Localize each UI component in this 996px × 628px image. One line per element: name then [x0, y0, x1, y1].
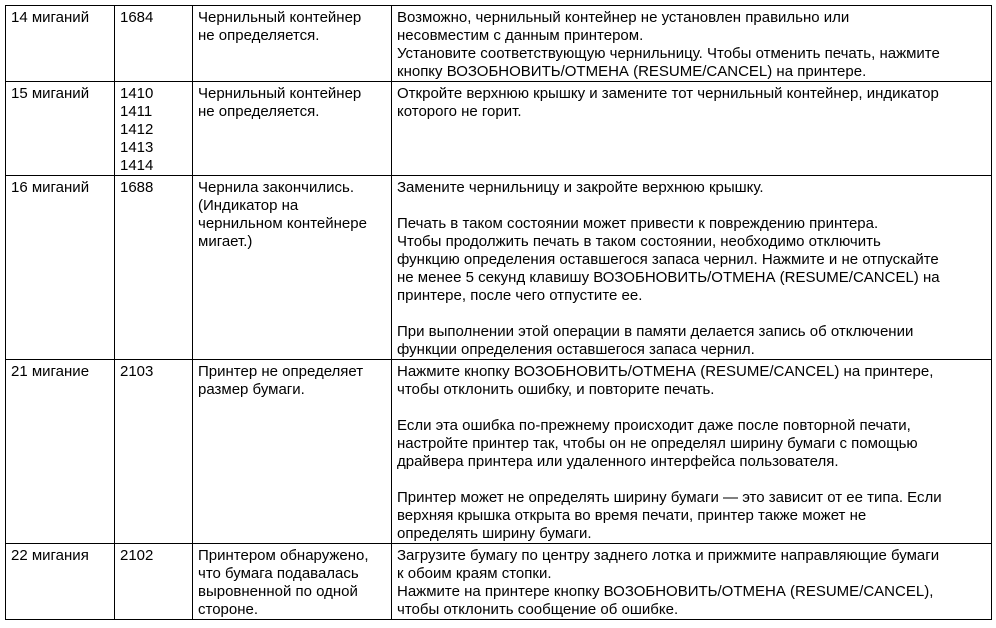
table-row	[6, 544, 992, 620]
action-text-line: к обоим краям стопки.	[397, 565, 552, 582]
action-text-line: которого не горит.	[397, 103, 522, 120]
support-code: 1411	[120, 103, 153, 120]
action-cell	[392, 6, 992, 82]
support-code: 1413	[120, 139, 154, 156]
support-code-cell	[115, 360, 193, 544]
action-text-line: чтобы отклонить ошибку, и повторите печать.	[397, 381, 715, 398]
action-text-line: верхняя крышка открыта во время печати, принтер также может не	[397, 507, 867, 524]
blink-count: 22 мигания	[11, 547, 89, 564]
cause-cell	[193, 176, 392, 360]
action-text-line: Нажмите кнопку ВОЗОБНОВИТЬ/ОТМЕНА (RESUME/CANCEL) на принтере,	[397, 363, 934, 380]
blink-count: 14 миганий	[11, 9, 90, 26]
action-text-line: Принтер может не определять ширину бумаги — это зависит от ее типа. Если	[397, 489, 942, 506]
paragraph-gap	[397, 399, 986, 417]
support-code-cell	[115, 6, 193, 82]
error-table-body	[6, 6, 992, 620]
action-text-line: драйвера принтера или удаленного интерфейса пользователя.	[397, 453, 839, 470]
action-cell	[392, 544, 992, 620]
action-cell	[392, 360, 992, 544]
cause-text-line: мигает.)	[198, 233, 253, 250]
paragraph-gap	[397, 197, 986, 215]
support-code: 2102	[120, 547, 154, 564]
support-code: 1414	[120, 157, 154, 174]
cause-text-line: Принтером обнаружено,	[198, 547, 369, 564]
blink-count: 16 миганий	[11, 179, 90, 196]
cause-text-line: выровненной по одной	[198, 583, 358, 600]
blink-count-cell	[6, 82, 115, 176]
cause-cell	[193, 82, 392, 176]
action-text-line: Если эта ошибка по-прежнему происходит даже после повторной печати,	[397, 417, 911, 434]
action-text-line: функции определения оставшегося запаса чернил.	[397, 341, 755, 358]
cause-text-line: не определяется.	[198, 27, 320, 44]
cause-text-line: что бумага подавалась	[198, 565, 359, 582]
support-code-cell	[115, 544, 193, 620]
blink-count-cell	[6, 544, 115, 620]
support-code: 1688	[120, 179, 154, 196]
action-text-line: Замените чернильницу и закройте верхнюю крышку.	[397, 179, 764, 196]
action-text-line: Печать в таком состоянии может привести к повреждению принтера.	[397, 215, 879, 232]
cause-text-line: Чернильный контейнер	[198, 85, 362, 102]
blink-count-cell	[6, 360, 115, 544]
action-text-line: несовместим с данным принтером.	[397, 27, 644, 44]
cause-text-line: чернильном контейнере	[198, 215, 367, 232]
support-code: 2103	[120, 363, 154, 380]
support-code: 1412	[120, 121, 154, 138]
support-code-cell	[115, 176, 193, 360]
error-table	[5, 5, 992, 620]
support-code-cell	[115, 82, 193, 176]
cause-text-line: Принтер не определяет	[198, 363, 364, 380]
action-text-line: кнопку ВОЗОБНОВИТЬ/ОТМЕНА (RESUME/CANCEL) на принтере.	[397, 63, 867, 80]
cause-text-line: Чернильный контейнер	[198, 9, 362, 26]
table-row	[6, 360, 992, 544]
action-text-line: Откройте верхнюю крышку и замените тот чернильный контейнер, индикатор	[397, 85, 939, 102]
action-text-line: При выполнении этой операции в памяти делается запись об отключении	[397, 323, 914, 340]
blink-count: 15 миганий	[11, 85, 90, 102]
action-text-line: не менее 5 секунд клавишу ВОЗОБНОВИТЬ/ОТМЕНА (RESUME/CANCEL) на	[397, 269, 940, 286]
cause-text-line: стороне.	[198, 601, 259, 618]
action-cell	[392, 82, 992, 176]
support-code: 1684	[120, 9, 154, 26]
cause-text-line: размер бумаги.	[198, 381, 305, 398]
action-text-line: Чтобы продолжить печать в таком состоянии, необходимо отключить	[397, 233, 881, 250]
action-cell	[392, 176, 992, 360]
action-text-line: Нажмите на принтере кнопку ВОЗОБНОВИТЬ/ОТМЕНА (RESUME/CANCEL),	[397, 583, 934, 600]
cause-cell	[193, 544, 392, 620]
blink-count-cell	[6, 176, 115, 360]
table-row	[6, 176, 992, 360]
paragraph-gap	[397, 471, 986, 489]
cause-cell	[193, 360, 392, 544]
action-text-line: определять ширину бумаги.	[397, 525, 592, 542]
cause-text-line: (Индикатор на	[198, 197, 299, 214]
paragraph-gap	[397, 305, 986, 323]
table-row	[6, 82, 992, 176]
cause-text-line: не определяется.	[198, 103, 320, 120]
support-code: 1410	[120, 85, 154, 102]
action-text-line: чтобы отклонить сообщение об ошибке.	[397, 601, 679, 618]
action-text-line: функцию определения оставшегося запаса чернил. Нажмите и не отпускайте	[397, 251, 939, 268]
cause-text-line: Чернила закончились.	[198, 179, 354, 196]
action-text-line: Загрузите бумагу по центру заднего лотка и прижмите направляющие бумаги	[397, 547, 940, 564]
cause-cell	[193, 6, 392, 82]
table-row	[6, 6, 992, 82]
action-text-line: принтере, после чего отпустите ее.	[397, 287, 643, 304]
action-text-line: настройте принтер так, чтобы он не определял ширину бумаги с помощью	[397, 435, 918, 452]
blink-count: 21 мигание	[11, 363, 90, 380]
action-text-line: Установите соответствующую чернильницу. Чтобы отменить печать, нажмите	[397, 45, 940, 62]
blink-count-cell	[6, 6, 115, 82]
action-text-line: Возможно, чернильный контейнер не установлен правильно или	[397, 9, 850, 26]
